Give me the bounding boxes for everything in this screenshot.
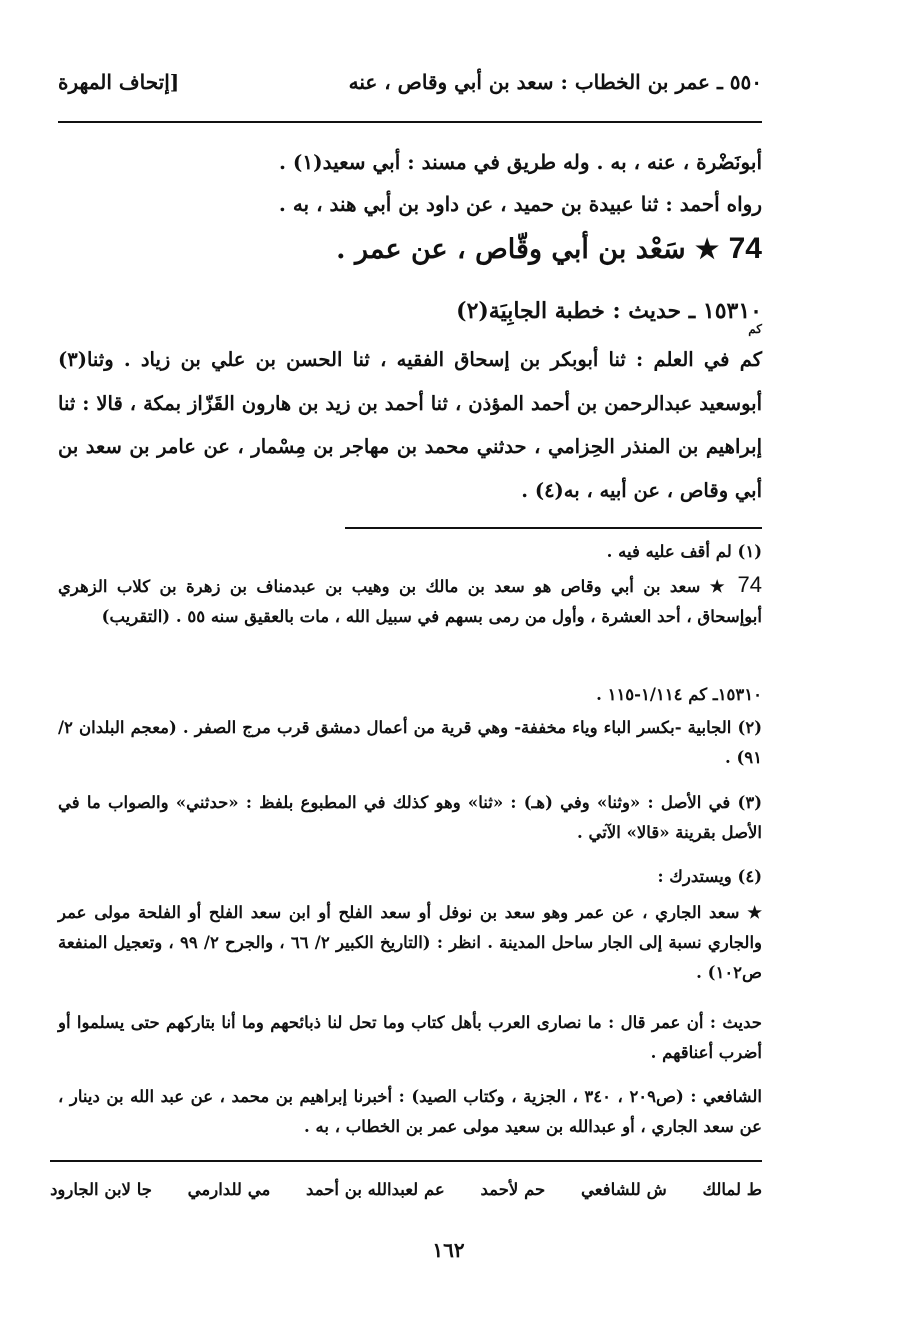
abbreviation-item: حم لأحمد [480, 1180, 546, 1199]
text-line-2: رواه أحمد : ثنا عبيدة بن حميد ، عن داود بن أبي هند ، به . [278, 192, 762, 216]
addendum-hadith: حديث : أن عمر قال : ما نصارى العرب بأهل كتاب وما تحل لنا ذبائحهم وما أنا بتاركهم حتى يسلموا أو أضرب أعناقهم . [58, 1013, 762, 1062]
footnote-3: (٣) في الأصل : «وثنا» وفي (هـ) : «ثنا» وهو كذلك في المطبوع بلفظ : «حدثني» والصواب ما في الأصل بقرينة «قالا» الآتي . [58, 793, 762, 842]
hadith-text: كم في العلم : ثنا أبوبكر بن إسحاق الفقيه ، ثنا الحسن بن علي بن زياد . وثنا(٣) أبوسعيد عبدالرحمن بن أحمد المؤذن ، ثنا أحمد بن زيد بن هارون القَزّاز بمكة ، قالا : ثنا إبراهيم بن المنذر الحِزامي ، حدثني محمد بن مهاجر بن مِسْمار ، عن عامر بن سعد بن أبي وقاص ، عن أبيه ، به(٤) . [58, 348, 762, 502]
section-title: سَعْد بن أبي وقّاص ، عن عمر . [336, 234, 686, 265]
text-line-1: أبونَضْرة ، عنه ، به . وله طريق في مسند : أبي سعيد(١) . [279, 150, 762, 174]
running-header-title: ٥٥٠ ـ عمر بن الخطاب : سعد بن أبي وقاص ، عنه [348, 70, 762, 94]
footnote-rule [345, 527, 762, 529]
abbreviations-legend [50, 1180, 762, 1208]
footnote-2: (٢) الجابية -بكسر الباء وياء مخففة- وهي قرية من أعمال دمشق قرب مرج الصفر . (معجم البلدان ٢/ ٩١) . [58, 718, 762, 767]
abbreviation-item: جا لابن الجارود [50, 1180, 152, 1199]
bio-number: 74 [737, 572, 763, 597]
abbreviations-rule [50, 1160, 762, 1162]
star-icon: ★ [695, 234, 720, 265]
running-header-book: [إتحاف المهرة [58, 70, 180, 94]
section-number: 74 [728, 232, 762, 265]
star-icon: ★ [709, 577, 729, 596]
section-heading [336, 232, 762, 266]
addendum-source: الشافعي : (ص٢٠٩ ، ٣٤٠ ، الجزية ، وكتاب الصيد) : أخبرنا إبراهيم بن محمد ، عن عبد الله بن دينار ، عن سعد الجاري ، أو عبدالله بن سعيد مولى عمر بن الخطاب ، به . [58, 1087, 762, 1136]
header-rule [58, 121, 762, 123]
footnote-reference: ١٥٣١٠ـ كم ١/١١٤-١١٥ . [596, 685, 762, 704]
abbreviation-item: عم لعبدالله بن أحمد [306, 1180, 445, 1199]
page-number: ١٦٢ [432, 1238, 465, 1262]
footnote-4: (٤) ويستدرك : [657, 867, 762, 886]
abbreviation-item: ش للشافعي [581, 1180, 667, 1199]
source-code-mark: كم [748, 322, 762, 336]
bio-text: سعد بن أبي وقاص هو سعد بن مالك بن وهيب بن عبدمناف بن زهرة بن كلاب الزهري أبوإسحاق ، أحد العشرة ، وأول من رمى بسهم في سبيل الله ، مات بالعقيق سنه ٥٥ . (التقريب) [58, 577, 762, 626]
hadith-heading: ١٥٣١٠ ـ حديث : خطبة الجابِيَة(٢) [456, 298, 762, 324]
addendum-entry: ★ سعد الجاري ، عن عمر وهو سعد بن نوفل أو سعد الفلح أو ابن سعد الفلح أو الفلحة مولى عمر والجاري نسبة إلى الجار ساحل المدينة . انظر : (التاريخ الكبير ٢/ ٦٦ ، والجرح ٢/ ٩٩ ، وتعجيل المنفعة ص١٠٢) . [58, 903, 763, 982]
footnote-1: (١) لم أقف عليه فيه . [606, 542, 762, 561]
abbreviation-item: مي للدارمي [187, 1180, 271, 1199]
abbreviation-item: ط لمالك [702, 1180, 762, 1199]
footnote-biography [58, 570, 762, 632]
